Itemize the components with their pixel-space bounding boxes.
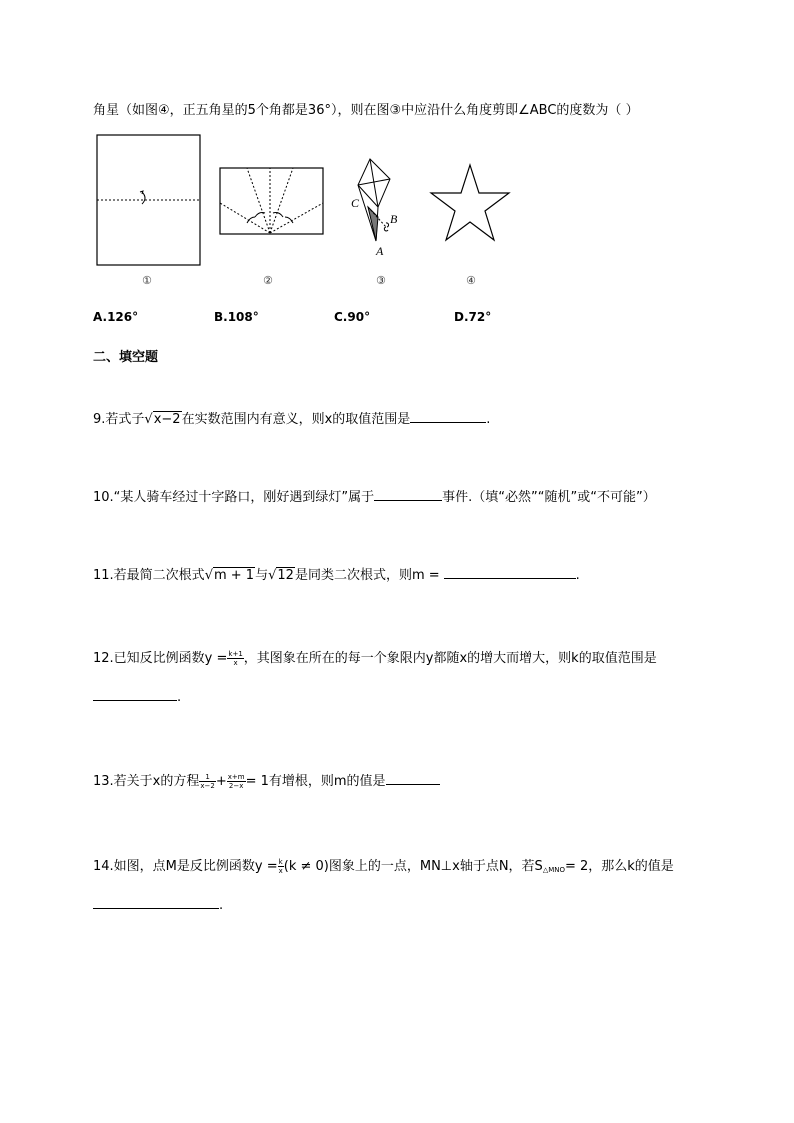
q12-pre: 12.已知反比例函数y = (93, 651, 228, 666)
question-12 (93, 650, 657, 668)
question-9 (93, 410, 490, 429)
q13-denominator-2: 2−x (228, 782, 244, 790)
q11-radicand-1: m + 1 (213, 568, 255, 583)
question-14-line-2 (93, 896, 223, 915)
figure-3 (346, 155, 406, 260)
figure-1 (96, 134, 202, 268)
question-12-line-2 (93, 688, 181, 707)
q13-numerator-1: 1 (199, 773, 215, 782)
q14-denominator: x (278, 867, 283, 875)
q13-fraction-1 (199, 773, 215, 790)
q12-end: . (177, 690, 182, 705)
q9-post: 在实数范围内有意义，则x的取值范围是 (181, 412, 411, 427)
figure-4 (428, 163, 512, 243)
q11-mid: 与 (255, 568, 269, 583)
q12-post: ，其图象在所在的每一个象限内y都随x的增大而增大，则k的取值范围是 (243, 651, 657, 666)
q14-end: . (219, 898, 224, 913)
q9-sqrt: √x−2 (144, 412, 181, 427)
q14-numerator: k (278, 858, 283, 866)
q9-answer-blank[interactable] (410, 410, 486, 423)
q14-subscript: △MNO (542, 866, 565, 874)
option-a: A.126° (93, 310, 139, 324)
figure-3-label: ③ (376, 274, 386, 287)
q12-denominator: x (233, 659, 238, 667)
q14-post: = 2，那么k的值是 (564, 859, 674, 874)
figure-4-label: ④ (466, 274, 476, 287)
q9-pre: 9.若式子 (93, 412, 145, 427)
q13-pre: 13.若关于x的方程 (93, 774, 200, 789)
q12-answer-blank[interactable] (93, 688, 177, 701)
question-13 (93, 772, 440, 791)
point-b-label: B (390, 212, 398, 226)
q9-radicand: x−2 (153, 412, 181, 427)
q11-pre: 11.若最简二次根式 (93, 568, 205, 583)
q10-answer-blank[interactable] (374, 488, 442, 501)
q13-numerator-2: x+m (227, 773, 245, 781)
q13-answer-blank[interactable] (386, 772, 440, 785)
option-b: B.108° (214, 310, 259, 324)
q13-post: = 1有增根，则m的值是 (245, 774, 386, 789)
q12-numerator: k+1 (228, 650, 243, 658)
point-c-label: C (351, 196, 360, 210)
q11-sqrt-2: √12 (268, 568, 294, 583)
q14-condition: (k ≠ 0)图象上的一点，MN⊥x轴于点N，若S (283, 859, 543, 874)
q11-end: . (575, 568, 580, 583)
figure-1-label: ① (142, 274, 152, 287)
figure-2-label: ② (263, 274, 273, 287)
question-8-intro (93, 102, 639, 120)
q11-answer-blank[interactable] (444, 566, 576, 579)
q14-answer-blank[interactable] (93, 896, 219, 909)
q11-post: 是同类二次根式，则m = (294, 568, 440, 583)
q10-pre: 10.“某人骑车经过十字路口，刚好遇到绿灯”属于 (93, 490, 375, 505)
q13-denominator-1: x−2 (200, 782, 215, 790)
question-11 (93, 566, 580, 585)
q10-post: 事件.（填“必然”“随机”或“不可能”） (442, 490, 656, 505)
option-c: C.90° (334, 310, 371, 324)
q9-end: . (486, 412, 491, 427)
point-a-label: A (376, 244, 384, 258)
section-title: 二、填空题 (93, 350, 159, 365)
q11-radicand-2: 12 (277, 568, 294, 583)
q11-sqrt-1: √m + 1 (204, 568, 255, 583)
question-14 (93, 858, 674, 879)
q13-fraction-2 (227, 773, 246, 790)
option-d: D.72° (454, 310, 492, 324)
q14-pre: 14.如图，点M是反比例函数y = (93, 859, 278, 874)
q13-plus: + (215, 774, 227, 789)
figure-2 (219, 167, 325, 237)
q12-fraction (227, 650, 243, 667)
question-10 (93, 488, 656, 507)
intro-text: 角星（如图④，正五角星的5个角都是36°），则在图③中应沿什么角度剪即∠ABC的度数为（ ） (93, 103, 639, 118)
